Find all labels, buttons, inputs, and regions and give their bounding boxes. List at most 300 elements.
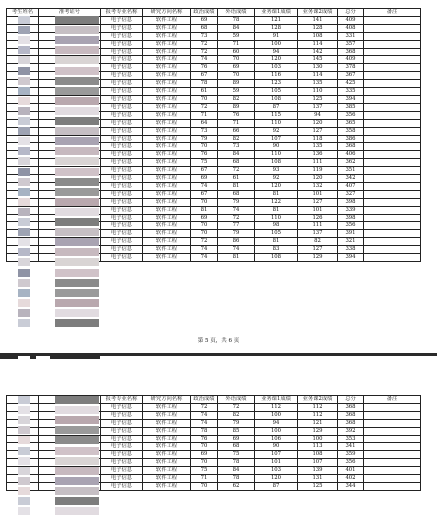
course1-score-cell: 103: [255, 467, 298, 475]
major-cell: 电子信息: [101, 159, 143, 167]
total-score-cell: 344: [338, 482, 364, 490]
redaction-block: [55, 46, 99, 54]
redaction-block: [55, 487, 99, 495]
redaction-block: [55, 269, 99, 277]
course2-score-cell: 101: [298, 206, 338, 214]
major-cell: 电子信息: [101, 214, 143, 222]
total-score-cell: 357: [338, 40, 364, 48]
total-score-cell: 406: [338, 151, 364, 159]
remarks-cell: [364, 206, 421, 214]
total-score-cell: 385: [338, 103, 364, 111]
foreign-language-score-cell: 78: [218, 16, 255, 24]
redaction-block: [18, 319, 30, 327]
redaction-block: [18, 97, 30, 105]
foreign-language-score-cell: 68: [218, 443, 255, 451]
politics-score-cell: 69: [191, 451, 218, 459]
header-course1: 业务课1成绩: [255, 9, 298, 17]
direction-cell: 软件工程: [143, 222, 191, 230]
course1-score-cell: 100: [255, 40, 298, 48]
total-score-cell: 409: [338, 16, 364, 24]
direction-cell: 软件工程: [143, 419, 191, 427]
politics-score-cell: 70: [191, 230, 218, 238]
major-cell: 电子信息: [101, 111, 143, 119]
course2-score-cell: 107: [298, 459, 338, 467]
course1-score-cell: 81: [255, 190, 298, 198]
total-score-cell: 341: [338, 443, 364, 451]
course2-score-cell: 114: [298, 40, 338, 48]
redaction-block: [55, 26, 99, 34]
redaction-block: [18, 477, 30, 485]
foreign-language-score-cell: 76: [218, 111, 255, 119]
direction-cell: 软件工程: [143, 48, 191, 56]
major-cell: 电子信息: [101, 222, 143, 230]
course1-score-cell: 105: [255, 230, 298, 238]
course2-score-cell: 127: [298, 198, 338, 206]
major-cell: 电子信息: [101, 95, 143, 103]
redaction-block: [18, 87, 30, 95]
redaction-block: [55, 188, 99, 196]
redaction-block: [55, 97, 99, 105]
direction-cell: 软件工程: [143, 482, 191, 490]
direction-cell: 软件工程: [143, 238, 191, 246]
redaction-block: [55, 477, 99, 485]
major-cell: 电子信息: [101, 72, 143, 80]
redaction-block: [55, 107, 99, 115]
redaction-block: [18, 258, 30, 266]
course2-score-cell: 119: [298, 167, 338, 175]
redaction-block: [55, 396, 99, 404]
header-direction: 研究方向名称: [143, 9, 191, 17]
course1-score-cell: 120: [255, 475, 298, 483]
remarks-cell: [364, 88, 421, 96]
foreign-language-score-cell: 85: [218, 427, 255, 435]
course2-score-cell: 120: [298, 175, 338, 183]
redaction-block: [18, 289, 30, 297]
major-cell: 电子信息: [101, 32, 143, 40]
redaction-block: [18, 447, 30, 455]
major-cell: 电子信息: [101, 254, 143, 262]
course1-score-cell: 90: [255, 143, 298, 151]
redaction-block: [55, 198, 99, 206]
foreign-language-score-cell: 84: [218, 151, 255, 159]
course2-score-cell: 137: [298, 230, 338, 238]
foreign-language-score-cell: 59: [218, 32, 255, 40]
redaction-block: [18, 36, 30, 44]
remarks-cell: [364, 182, 421, 190]
remarks-cell: [364, 246, 421, 254]
remarks-cell: [364, 451, 421, 459]
course1-score-cell: 103: [255, 64, 298, 72]
remarks-cell: [364, 467, 421, 475]
foreign-language-score-cell: 84: [218, 24, 255, 32]
major-cell: 电子信息: [101, 48, 143, 56]
direction-cell: 软件工程: [143, 175, 191, 183]
total-score-cell: 338: [338, 246, 364, 254]
major-cell: 电子信息: [101, 127, 143, 135]
remarks-cell: [364, 56, 421, 64]
course1-score-cell: 81: [255, 238, 298, 246]
course2-score-cell: 136: [298, 151, 338, 159]
direction-cell: 软件工程: [143, 254, 191, 262]
course2-score-cell: 141: [298, 16, 338, 24]
redaction-block: [18, 56, 30, 64]
course1-score-cell: 128: [255, 24, 298, 32]
politics-score-cell: 69: [191, 175, 218, 183]
remarks-cell: [364, 135, 421, 143]
remarks-cell: [364, 167, 421, 175]
direction-cell: 软件工程: [143, 32, 191, 40]
redaction-block: [18, 178, 30, 186]
course1-score-cell: 122: [255, 198, 298, 206]
total-score-cell: 365: [338, 119, 364, 127]
redaction-block: [55, 36, 99, 44]
redaction-block: [18, 416, 30, 424]
redaction-block: [18, 147, 30, 155]
course2-score-cell: 125: [298, 95, 338, 103]
redaction-block: [55, 238, 99, 246]
major-cell: 电子信息: [101, 198, 143, 206]
redaction-block: [18, 117, 30, 125]
total-score-cell: 342: [338, 175, 364, 183]
course1-score-cell: 110: [255, 119, 298, 127]
total-score-cell: 356: [338, 459, 364, 467]
direction-cell: 软件工程: [143, 56, 191, 64]
total-score-cell: 378: [338, 64, 364, 72]
direction-cell: 软件工程: [143, 111, 191, 119]
course2-score-cell: 108: [298, 451, 338, 459]
direction-cell: 软件工程: [143, 127, 191, 135]
course1-score-cell: 116: [255, 72, 298, 80]
direction-cell: 软件工程: [143, 167, 191, 175]
direction-cell: 软件工程: [143, 435, 191, 443]
foreign-language-score-cell: 70: [218, 72, 255, 80]
direction-cell: 软件工程: [143, 230, 191, 238]
foreign-language-score-cell: 82: [218, 95, 255, 103]
foreign-language-score-cell: 89: [218, 80, 255, 88]
major-cell: 电子信息: [101, 135, 143, 143]
direction-cell: 软件工程: [143, 206, 191, 214]
course2-score-cell: 100: [298, 435, 338, 443]
course2-score-cell: 135: [298, 80, 338, 88]
course2-score-cell: 131: [298, 475, 338, 483]
page-footer: 第 5 页，共 6 页: [197, 338, 240, 344]
total-score-cell: 358: [338, 127, 364, 135]
redaction-block: [55, 467, 99, 475]
direction-cell: 软件工程: [143, 198, 191, 206]
politics-score-cell: 74: [191, 56, 218, 64]
total-score-cell: 402: [338, 475, 364, 483]
header-course1: 业务课1成绩: [255, 396, 298, 404]
total-score-cell: 359: [338, 451, 364, 459]
politics-score-cell: 72: [191, 48, 218, 56]
header-total: 总分: [338, 9, 364, 17]
course1-score-cell: 90: [255, 443, 298, 451]
course1-score-cell: 87: [255, 482, 298, 490]
total-score-cell: 351: [338, 167, 364, 175]
course1-score-cell: 115: [255, 111, 298, 119]
redaction-block: [55, 319, 99, 327]
politics-score-cell: 73: [191, 127, 218, 135]
foreign-language-score-cell: 68: [218, 190, 255, 198]
total-score-cell: 367: [338, 72, 364, 80]
course2-score-cell: 101: [298, 190, 338, 198]
major-cell: 电子信息: [101, 80, 143, 88]
total-score-cell: 368: [338, 419, 364, 427]
direction-cell: 软件工程: [143, 246, 191, 254]
politics-score-cell: 67: [191, 190, 218, 198]
redaction-block: [18, 269, 30, 277]
course2-score-cell: 125: [298, 482, 338, 490]
direction-cell: 软件工程: [143, 214, 191, 222]
foreign-language-score-cell: 81: [218, 254, 255, 262]
course1-score-cell: 120: [255, 182, 298, 190]
course2-score-cell: 113: [298, 443, 338, 451]
remarks-cell: [364, 254, 421, 262]
politics-score-cell: 78: [191, 80, 218, 88]
major-cell: 电子信息: [101, 443, 143, 451]
politics-score-cell: 79: [191, 135, 218, 143]
redaction-block: [55, 406, 99, 414]
course2-score-cell: 145: [298, 56, 338, 64]
major-cell: 电子信息: [101, 119, 143, 127]
politics-score-cell: 70: [191, 459, 218, 467]
direction-cell: 软件工程: [143, 411, 191, 419]
direction-cell: 软件工程: [143, 143, 191, 151]
total-score-cell: 394: [338, 254, 364, 262]
total-score-cell: 356: [338, 222, 364, 230]
major-cell: 电子信息: [101, 16, 143, 24]
total-score-cell: 331: [338, 32, 364, 40]
direction-cell: 软件工程: [143, 451, 191, 459]
course1-score-cell: 101: [255, 459, 298, 467]
course1-score-cell: 83: [255, 246, 298, 254]
redaction-block: [55, 208, 99, 216]
course1-score-cell: 81: [255, 206, 298, 214]
total-score-cell: 368: [338, 48, 364, 56]
foreign-language-score-cell: 72: [218, 167, 255, 175]
course2-score-cell: 137: [298, 103, 338, 111]
course2-score-cell: 135: [298, 143, 338, 151]
header-remarks: 备注: [364, 396, 421, 404]
course2-score-cell: 121: [298, 419, 338, 427]
politics-score-cell: 64: [191, 119, 218, 127]
redaction-block: [55, 497, 99, 505]
foreign-language-score-cell: 73: [218, 143, 255, 151]
redaction-block: [55, 147, 99, 155]
foreign-language-score-cell: 72: [218, 214, 255, 222]
header-course2: 业务课2成绩: [298, 9, 338, 17]
course2-score-cell: 110: [298, 88, 338, 96]
remarks-cell: [364, 190, 421, 198]
redaction-block: [55, 178, 99, 186]
politics-score-cell: 70: [191, 443, 218, 451]
course1-score-cell: 100: [255, 411, 298, 419]
course1-score-cell: 105: [255, 88, 298, 96]
politics-score-cell: 61: [191, 88, 218, 96]
course1-score-cell: 108: [255, 159, 298, 167]
course2-score-cell: 114: [298, 72, 338, 80]
major-cell: 电子信息: [101, 419, 143, 427]
direction-cell: 软件工程: [143, 151, 191, 159]
direction-cell: 软件工程: [143, 72, 191, 80]
redaction-block: [55, 416, 99, 424]
major-cell: 电子信息: [101, 190, 143, 198]
remarks-cell: [364, 419, 421, 427]
redaction-block: [18, 487, 30, 495]
redaction-block: [55, 309, 99, 317]
remarks-cell: [364, 175, 421, 183]
redaction-block: [18, 77, 30, 85]
header-foreign-language: 外语成绩: [218, 9, 255, 17]
politics-score-cell: 75: [191, 159, 218, 167]
redaction-block: [18, 107, 30, 115]
major-cell: 电子信息: [101, 175, 143, 183]
redaction-block: [18, 228, 30, 236]
politics-score-cell: 72: [191, 238, 218, 246]
redaction-block: [18, 426, 30, 434]
major-cell: 电子信息: [101, 411, 143, 419]
redaction-block: [18, 157, 30, 165]
foreign-language-score-cell: 74: [218, 206, 255, 214]
direction-cell: 软件工程: [143, 403, 191, 411]
total-score-cell: 321: [338, 238, 364, 246]
politics-score-cell: 69: [191, 214, 218, 222]
direction-cell: 软件工程: [143, 16, 191, 24]
politics-score-cell: 75: [191, 467, 218, 475]
major-cell: 电子信息: [101, 167, 143, 175]
redaction-block: [18, 238, 30, 246]
course2-score-cell: 112: [298, 403, 338, 411]
politics-score-cell: 67: [191, 72, 218, 80]
redaction-block: [55, 168, 99, 176]
header-politics: 政治成绩: [191, 396, 218, 404]
politics-score-cell: 70: [191, 95, 218, 103]
foreign-language-score-cell: 79: [218, 419, 255, 427]
redaction-block: [55, 248, 99, 256]
course2-score-cell: 112: [298, 411, 338, 419]
remarks-cell: [364, 151, 421, 159]
politics-score-cell: 81: [191, 206, 218, 214]
course1-score-cell: 94: [255, 419, 298, 427]
remarks-cell: [364, 16, 421, 24]
redaction-block: [18, 168, 30, 176]
major-cell: 电子信息: [101, 88, 143, 96]
remarks-cell: [364, 238, 421, 246]
redaction-block: [18, 208, 30, 216]
major-cell: 电子信息: [101, 435, 143, 443]
redaction-block: [18, 457, 30, 465]
total-score-cell: 408: [338, 24, 364, 32]
total-score-cell: 425: [338, 80, 364, 88]
header-major: 报考专业名称: [101, 396, 143, 404]
redaction-block: [18, 198, 30, 206]
course1-score-cell: 112: [255, 403, 298, 411]
politics-score-cell: 72: [191, 403, 218, 411]
redaction-block: [18, 309, 30, 317]
foreign-language-score-cell: 79: [218, 230, 255, 238]
redaction-block: [55, 67, 99, 75]
direction-cell: 软件工程: [143, 24, 191, 32]
total-score-cell: 398: [338, 214, 364, 222]
direction-cell: 软件工程: [143, 459, 191, 467]
total-score-cell: 339: [338, 206, 364, 214]
foreign-language-score-cell: 62: [218, 482, 255, 490]
major-cell: 电子信息: [101, 143, 143, 151]
course1-score-cell: 110: [255, 151, 298, 159]
total-score-cell: 392: [338, 427, 364, 435]
major-cell: 电子信息: [101, 103, 143, 111]
remarks-cell: [364, 143, 421, 151]
politics-score-cell: 70: [191, 198, 218, 206]
politics-score-cell: 70: [191, 222, 218, 230]
direction-cell: 软件工程: [143, 40, 191, 48]
redaction-block: [18, 137, 30, 145]
course1-score-cell: 91: [255, 32, 298, 40]
foreign-language-score-cell: 71: [218, 119, 255, 127]
redaction-block: [55, 299, 99, 307]
remarks-cell: [364, 80, 421, 88]
redaction-block: [55, 157, 99, 165]
politics-score-cell: 67: [191, 167, 218, 175]
redaction-block: [18, 16, 30, 24]
remarks-cell: [364, 32, 421, 40]
politics-score-cell: 74: [191, 411, 218, 419]
course2-score-cell: 111: [298, 159, 338, 167]
redaction-block: [55, 258, 99, 266]
remarks-cell: [364, 95, 421, 103]
remarks-cell: [364, 72, 421, 80]
redaction-block: [18, 127, 30, 135]
foreign-language-score-cell: 82: [218, 411, 255, 419]
course2-score-cell: 128: [298, 24, 338, 32]
redaction-block: [18, 299, 30, 307]
course2-score-cell: 142: [298, 48, 338, 56]
remarks-cell: [364, 475, 421, 483]
redaction-block: [18, 188, 30, 196]
total-score-cell: 368: [338, 403, 364, 411]
major-cell: 电子信息: [101, 427, 143, 435]
direction-cell: 软件工程: [143, 119, 191, 127]
header-total: 总分: [338, 396, 364, 404]
politics-score-cell: 68: [191, 24, 218, 32]
redaction-block: [55, 228, 99, 236]
major-cell: 电子信息: [101, 64, 143, 72]
foreign-language-score-cell: 79: [218, 198, 255, 206]
politics-score-cell: 74: [191, 419, 218, 427]
redaction-block: [18, 436, 30, 444]
direction-cell: 软件工程: [143, 80, 191, 88]
foreign-language-score-cell: 86: [218, 238, 255, 246]
course2-score-cell: 126: [298, 214, 338, 222]
total-score-cell: 401: [338, 467, 364, 475]
redaction-block: [55, 426, 99, 434]
course1-score-cell: 107: [255, 135, 298, 143]
course2-score-cell: 120: [298, 119, 338, 127]
redaction-block: [18, 279, 30, 287]
foreign-language-score-cell: 70: [218, 56, 255, 64]
politics-score-cell: 76: [191, 151, 218, 159]
remarks-cell: [364, 411, 421, 419]
major-cell: 电子信息: [101, 467, 143, 475]
header-exam-id: 准考证号: [39, 9, 101, 17]
redaction-block: [55, 117, 99, 125]
redaction-block: [18, 396, 30, 404]
total-score-cell: 327: [338, 190, 364, 198]
major-cell: 电子信息: [101, 182, 143, 190]
redaction-block: [18, 467, 30, 475]
politics-score-cell: 74: [191, 246, 218, 254]
foreign-language-score-cell: 72: [218, 403, 255, 411]
